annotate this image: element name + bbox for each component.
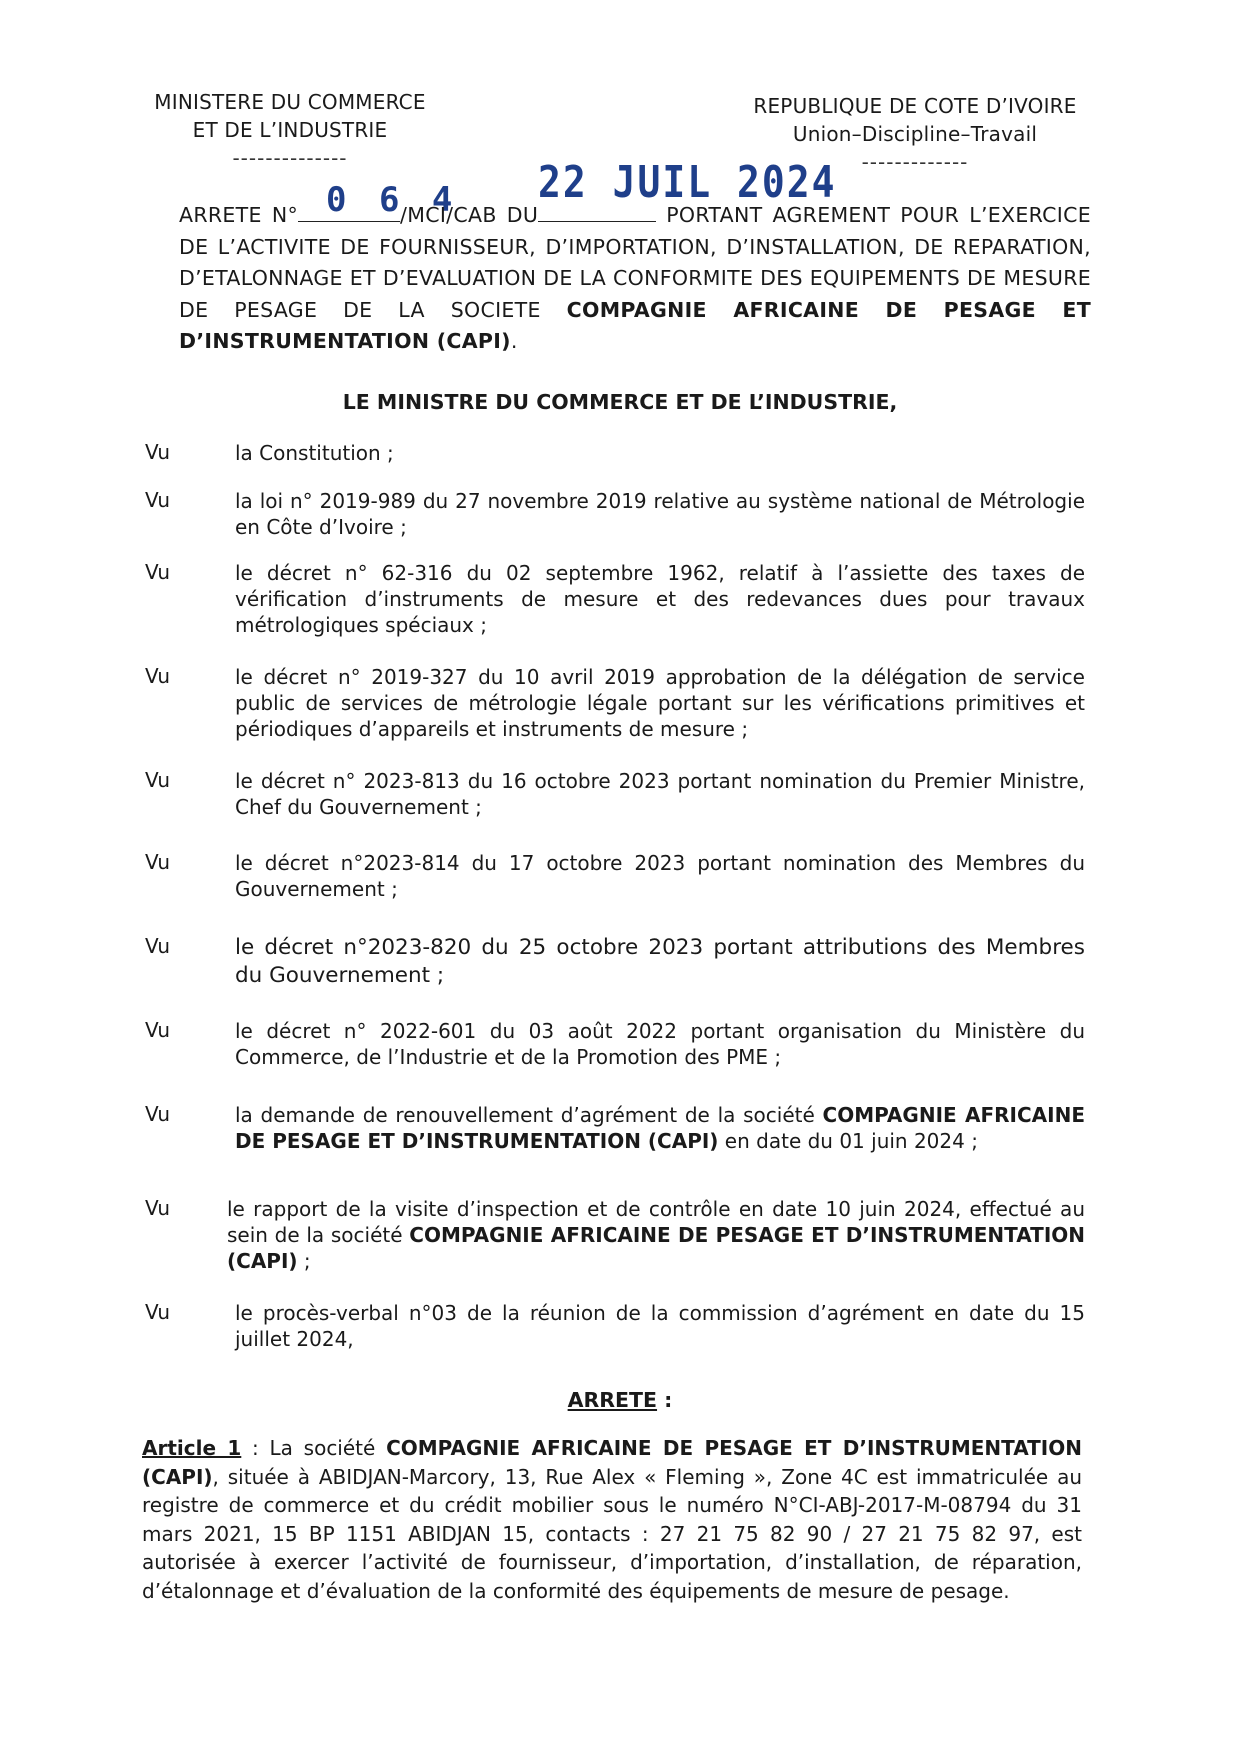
article-1-label: Article 1 bbox=[142, 1436, 242, 1460]
date-stamp: 22 JUIL 2024 bbox=[538, 156, 837, 208]
vu-label: Vu bbox=[145, 560, 170, 584]
vu-label: Vu bbox=[145, 768, 170, 792]
vu-text-pre: le rapport de la visite d’inspection et de contrôle en date 10 juin 2024, effectué au sein de la société bbox=[227, 1197, 1085, 1247]
vu-label: Vu bbox=[145, 440, 170, 464]
article-1-pre: : La société bbox=[241, 1436, 387, 1460]
vu-text: le décret n°2023-820 du 25 octobre 2023 portant attributions des Membres du Gouvernement ; bbox=[235, 935, 1085, 988]
vu-company: COMPAGNIE AFRICAINE DE PESAGE ET D’INSTRUMENTATION (CAPI) bbox=[227, 1223, 1086, 1273]
vu-text: le décret n°2023-814 du 17 octobre 2023 portant nomination des Membres du Gouvernement ; bbox=[235, 851, 1085, 901]
title-prefix: ARRETE N° bbox=[179, 203, 299, 227]
republic-motto: Union–Discipline–Travail bbox=[792, 122, 1038, 146]
arrete-heading bbox=[0, 1388, 1240, 1412]
vu-text: la loi n° 2019-989 du 27 novembre 2019 relative au système national de Métrologie en Côte d’Ivoire ; bbox=[235, 489, 1085, 539]
title-text: PORTANT AGREMENT POUR L’EXERCICE DE L’ACTIVITE DE FOURNISSEUR, D’IMPORTATION, D’INSTALLATION, DE REPARATION, D’ETALONNAGE ET D’EVALUATION DE LA CONFORMITE DES EQUIPEMENTS DE MESURE DE PESAGE DE LA SOCIETE bbox=[179, 203, 1091, 322]
vu-label: Vu bbox=[145, 850, 170, 874]
republic-line-1: REPUBLIQUE DE COTE D’IVOIRE bbox=[753, 94, 1077, 118]
arrete-heading-text: ARRETE bbox=[567, 1388, 658, 1412]
vu-text bbox=[235, 1102, 1085, 1154]
vu-text-pre: la demande de renouvellement d’agrément de la société bbox=[235, 1103, 823, 1127]
article-1-company: COMPAGNIE AFRICAINE DE PESAGE ET D’INSTRUMENTATION (CAPI) bbox=[142, 1436, 1082, 1489]
decree-number-stamp: 0 6 4 bbox=[326, 180, 459, 220]
vu-label: Vu bbox=[145, 1300, 170, 1324]
article-1-body: , située à ABIDJAN-Marcory, 13, Rue Alex « Fleming », Zone 4C est immatriculée au registre de commerce et du crédit mobilier sous le numéro N°CI-ABJ-2017-M-08794 du 31 mars 2021, 15 BP 1151 ABIDJAN 15, contacts : 27 21 75 82 90 / 27 21 75 82 97, est autorisée à exercer l’activité de fournisseur, d’importation, d’installation, de réparation, d’étalonnage et d’évaluation de la conformité des équipements de mesure de pesage. bbox=[142, 1464, 1082, 1603]
arrete-heading-colon: : bbox=[657, 1388, 673, 1412]
ministry-divider: -------------- bbox=[232, 146, 348, 170]
title-company: COMPAGNIE AFRICAINE DE PESAGE ET D’INSTRUMENTATION (CAPI) bbox=[179, 297, 1091, 353]
vu-company: COMPAGNIE AFRICAINE DE PESAGE ET D’INSTRUMENTATION (CAPI) bbox=[235, 1103, 1085, 1153]
vu-text: le procès-verbal n°03 de la réunion de la commission d’agrément en date du 15 juillet 2024, bbox=[235, 1301, 1085, 1351]
vu-label: Vu bbox=[145, 934, 170, 958]
vu-text: la Constitution ; bbox=[235, 441, 394, 465]
vu-label: Vu bbox=[145, 664, 170, 688]
article-1 bbox=[142, 1434, 1082, 1605]
vu-text-post: en date du 01 juin 2024 ; bbox=[718, 1129, 978, 1153]
minister-heading: LE MINISTRE DU COMMERCE ET DE L’INDUSTRIE, bbox=[342, 390, 898, 414]
ministry-line-1: MINISTERE DU COMMERCE bbox=[154, 90, 426, 114]
vu-label: Vu bbox=[145, 488, 170, 512]
ministry-line-2: ET DE L’INDUSTRIE bbox=[192, 118, 388, 142]
vu-text-post: ; bbox=[297, 1249, 311, 1273]
vu-text bbox=[227, 1196, 1085, 1274]
date-blank bbox=[538, 205, 656, 222]
vu-text: le décret n° 2022-601 du 03 août 2022 portant organisation du Ministère du Commerce, de l’Industrie et de la Promotion des PME ; bbox=[235, 1019, 1085, 1069]
decree-title bbox=[179, 200, 1091, 358]
vu-text: le décret n° 62-316 du 02 septembre 1962, relatif à l’assiette des taxes de vérification d’instruments de mesure et des redevances dues pour travaux métrologiques spéciaux ; bbox=[235, 561, 1085, 637]
ministry-header bbox=[140, 88, 440, 172]
number-blank bbox=[298, 205, 400, 222]
vu-text: le décret n° 2019-327 du 10 avril 2019 approbation de la délégation de service public de services de métrologie légale portant sur les vérifications primitives et périodiques d’appareils et instruments de mesure ; bbox=[235, 665, 1085, 741]
title-mid: /MCI/CAB DU bbox=[400, 203, 539, 227]
vu-label: Vu bbox=[145, 1196, 170, 1220]
vu-text: le décret n° 2023-813 du 16 octobre 2023 portant nomination du Premier Ministre, Chef du Gouvernement ; bbox=[235, 769, 1085, 819]
vu-label: Vu bbox=[145, 1102, 170, 1126]
vu-label: Vu bbox=[145, 1018, 170, 1042]
republic-divider: ------------- bbox=[861, 150, 969, 174]
title-end: . bbox=[510, 329, 518, 353]
